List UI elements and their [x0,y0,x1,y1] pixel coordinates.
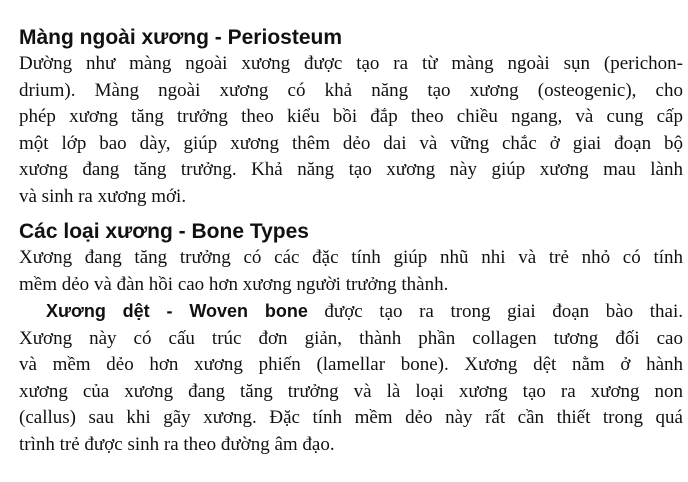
text-line: Xương đang tăng trưởng có các đặc tính giúp nhũ nhi và trẻ nhỏ có tính [19,247,683,268]
text-line: Dường như màng ngoài xương được tạo ra từ màng ngoài sụn (perichon- [19,53,683,74]
paragraph-bone-types-intro [19,245,683,298]
text-line: một lớp bao dày, giúp xương thêm dẻo dai và vững chắc ở giai đoạn bộ [19,132,683,154]
text-line: (callus) sau khi gãy xương. Đặc tính mềm dẻo này rất cần thiết trong quá [19,407,683,428]
text-line: Xương này có cấu trúc đơn giản, thành phần collagen tương đối cao [19,327,683,349]
text-line: mềm dẻo và đàn hồi cao hơn xương người trưởng thành. [19,273,449,295]
text-line [19,298,683,326]
text-line: drium). Màng ngoài xương có khả năng tạo xương (osteogenic), cho [19,79,683,101]
text-line: phép xương tăng trưởng theo kiểu bồi đắp theo chiều ngang, và cung cấp [19,106,683,127]
text-line: xương đang tăng trưởng. Khả năng tạo xương này giúp xương mau lành [19,159,683,180]
section-bone-types [19,218,683,458]
text-line: và mềm dẻo hơn xương phiến (lamellar bone). Xương dệt nằm ở hành [19,354,683,375]
woven-bone-term: Xương dệt - Woven bone [46,301,308,321]
paragraph-periosteum [19,51,683,210]
section-heading-bone-types: Các loại xương - Bone Types [19,220,309,243]
document-page [19,24,683,458]
woven-bone-first-line-rest: được tạo ra trong giai đoạn bào thai. [307,301,683,322]
text-line: và sinh ra xương mới. [19,185,187,207]
paragraph-woven-bone [19,298,683,458]
section-heading-periosteum: Màng ngoài xương - Periosteum [19,26,342,49]
text-line: xương của xương đang tăng trưởng và là loại xương tạo ra xương non [19,380,683,402]
text-line: trình trẻ được sinh ra theo đường âm đạo. [19,433,335,455]
